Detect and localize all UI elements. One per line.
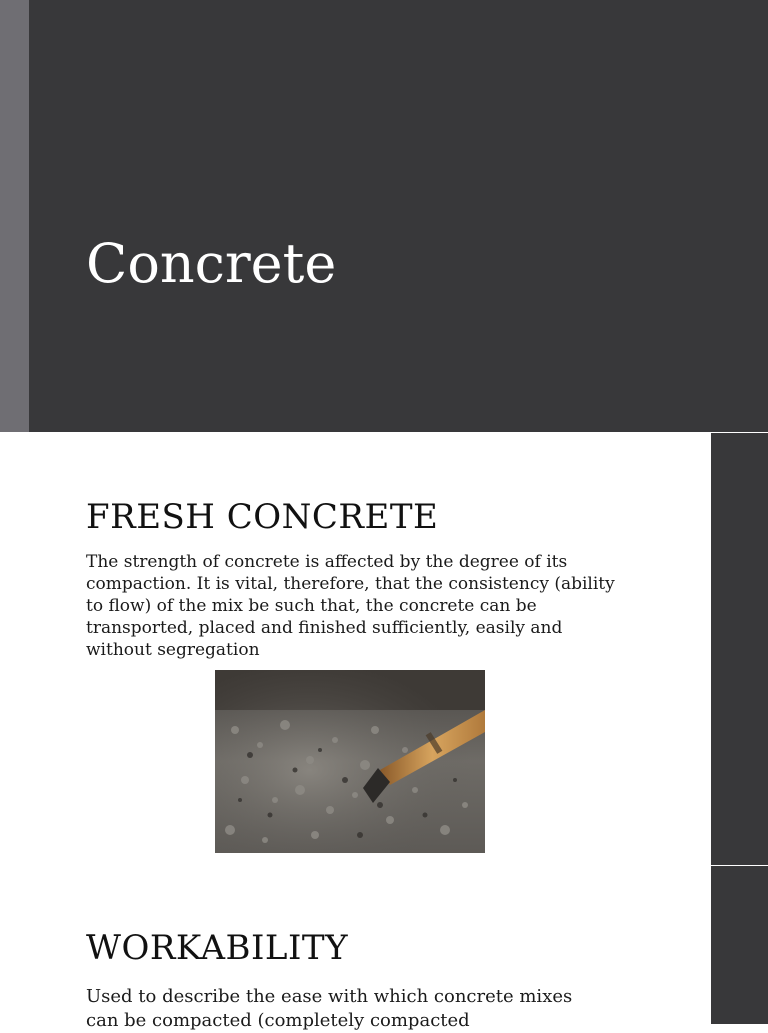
slide-heading: WORKABILITY — [86, 928, 349, 968]
wet-concrete-photo — [215, 670, 485, 853]
accent-band — [0, 0, 29, 432]
slide-heading: FRESH CONCRETE — [86, 497, 439, 537]
right-accent-band — [711, 433, 768, 865]
slide-body-text: The strength of concrete is affected by the degree of its compaction. It is vital, therefore, that the consistency (ability to flow) of the mix be such that, the concrete can be transported, placed and finished sufficiently, easily and without segregation — [86, 552, 615, 660]
right-accent-band — [711, 866, 768, 1024]
slide-workability — [0, 866, 768, 1031]
slide-title: Concrete — [86, 232, 337, 295]
slide-fresh-concrete — [0, 433, 768, 865]
slide-body-text: Used to describe the ease with which concrete mixes can be compacted (completely compacted — [86, 986, 573, 1031]
title-slide — [0, 0, 768, 432]
